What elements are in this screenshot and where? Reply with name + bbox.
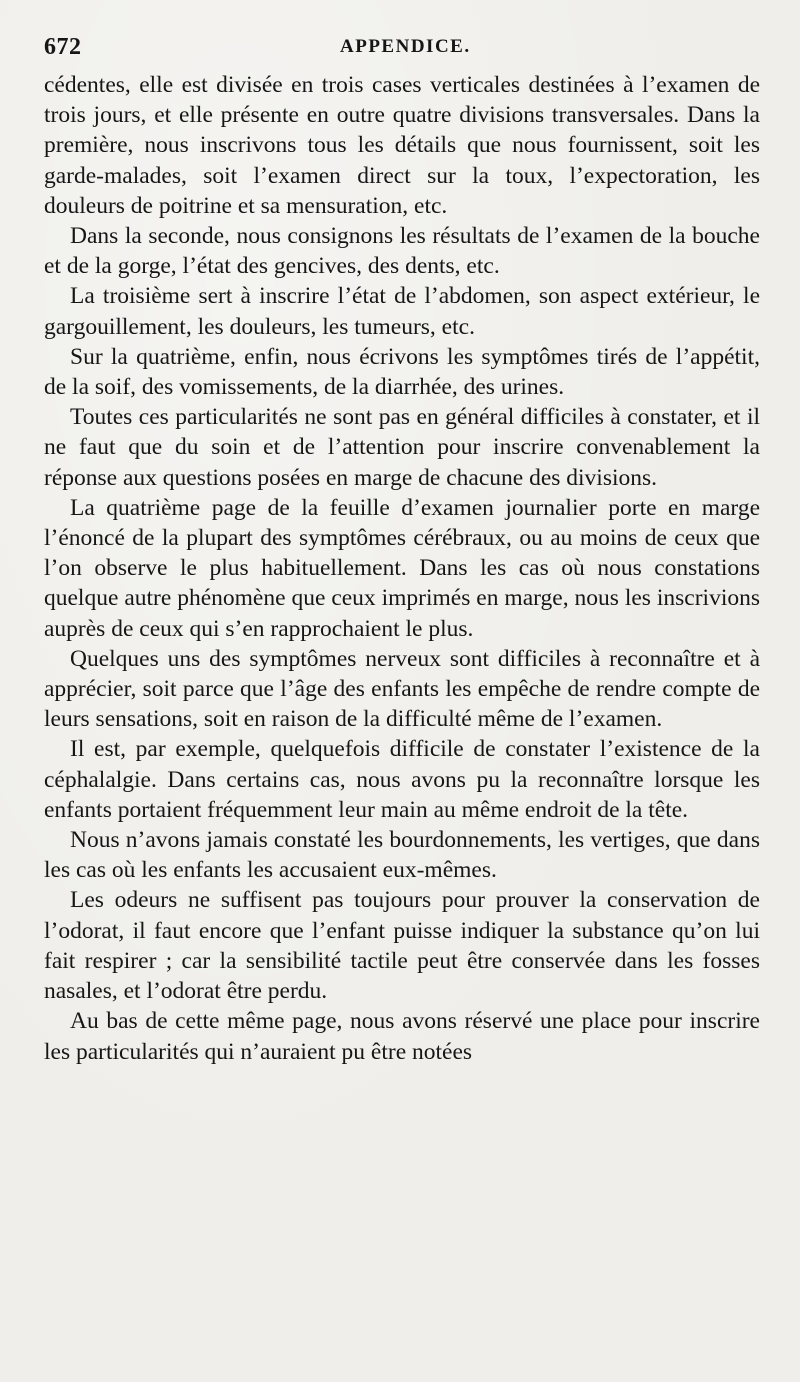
running-head	[44, 34, 764, 64]
paragraph: Quelques uns des symptômes nerveux sont difficiles à reconnaître et à apprécier, soit parce que l’âge des enfants les empêche de rendre compte de leurs sensations, soit en raison de la difficulté même de l’examen.	[44, 645, 760, 733]
page-number: 672	[44, 34, 82, 60]
section-title: APPENDICE.	[340, 36, 471, 57]
paragraph: Nous n’avons jamais constaté les bourdonnements, les vertiges, que dans les cas où les enfants les accusaient eux-mêmes.	[44, 827, 760, 884]
paragraph: cédentes, elle est divisée en trois cases verticales destinées à l’examen de trois jours, et elle présente en outre quatre divisions transversales. Dans la première, nous inscrivons tous les détails que nous fournissent, soit les garde-malades, soit l’examen direct sur la toux, l’expectoration, les douleurs de poitrine et sa mensuration, etc.	[44, 72, 760, 219]
paragraph: Il est, par exemple, quelquefois difficile de constater l’existence de la céphalalgie. Dans certains cas, nous avons pu la reconnaître lorsque les enfants portaient fréquemment leur main au même endroit de la tête.	[44, 736, 760, 823]
paragraph: La quatrième page de la feuille d’examen journalier porte en marge l’énoncé de la plupart des symptômes cérébraux, ou au moins de ceux que l’on observe le plus habituellement. Dans les cas où nous constations quelque autre phénomène que ceux imprimés en marge, nous les inscrivions auprès de ceux qui s’en rapprochaient le plus.	[44, 494, 760, 642]
paragraph: Dans la seconde, nous consignons les résultats de l’examen de la bouche et de la gorge, l’état des gencives, des dents, etc.	[44, 223, 760, 280]
paragraph: Sur la quatrième, enfin, nous écrivons les symptômes tirés de l’appétit, de la soif, des vomissements, de la diarrhée, des urines.	[44, 343, 760, 401]
paragraph: La troisième sert à inscrire l’état de l’abdomen, son aspect extérieur, le gargouillement, les douleurs, les tumeurs, etc.	[44, 283, 760, 340]
body-text	[44, 70, 760, 1067]
paragraph: Les odeurs ne suffisent pas toujours pour prouver la conservation de l’odorat, il faut encore que l’enfant puisse indiquer la substance qu’on lui fait respirer ; car la sensibilité tactile peut être conservée dans les fosses nasales, et l’odorat être perdu.	[44, 887, 760, 1005]
paragraph: Au bas de cette même page, nous avons réservé une place pour inscrire les particularités qui n’auraient pu être notées	[44, 1008, 760, 1065]
paragraph: Toutes ces particularités ne sont pas en général difficiles à constater, et il ne faut que du soin et de l’attention pour inscrire convenablement la réponse aux questions posées en marge de chacune des divisions.	[44, 404, 760, 491]
